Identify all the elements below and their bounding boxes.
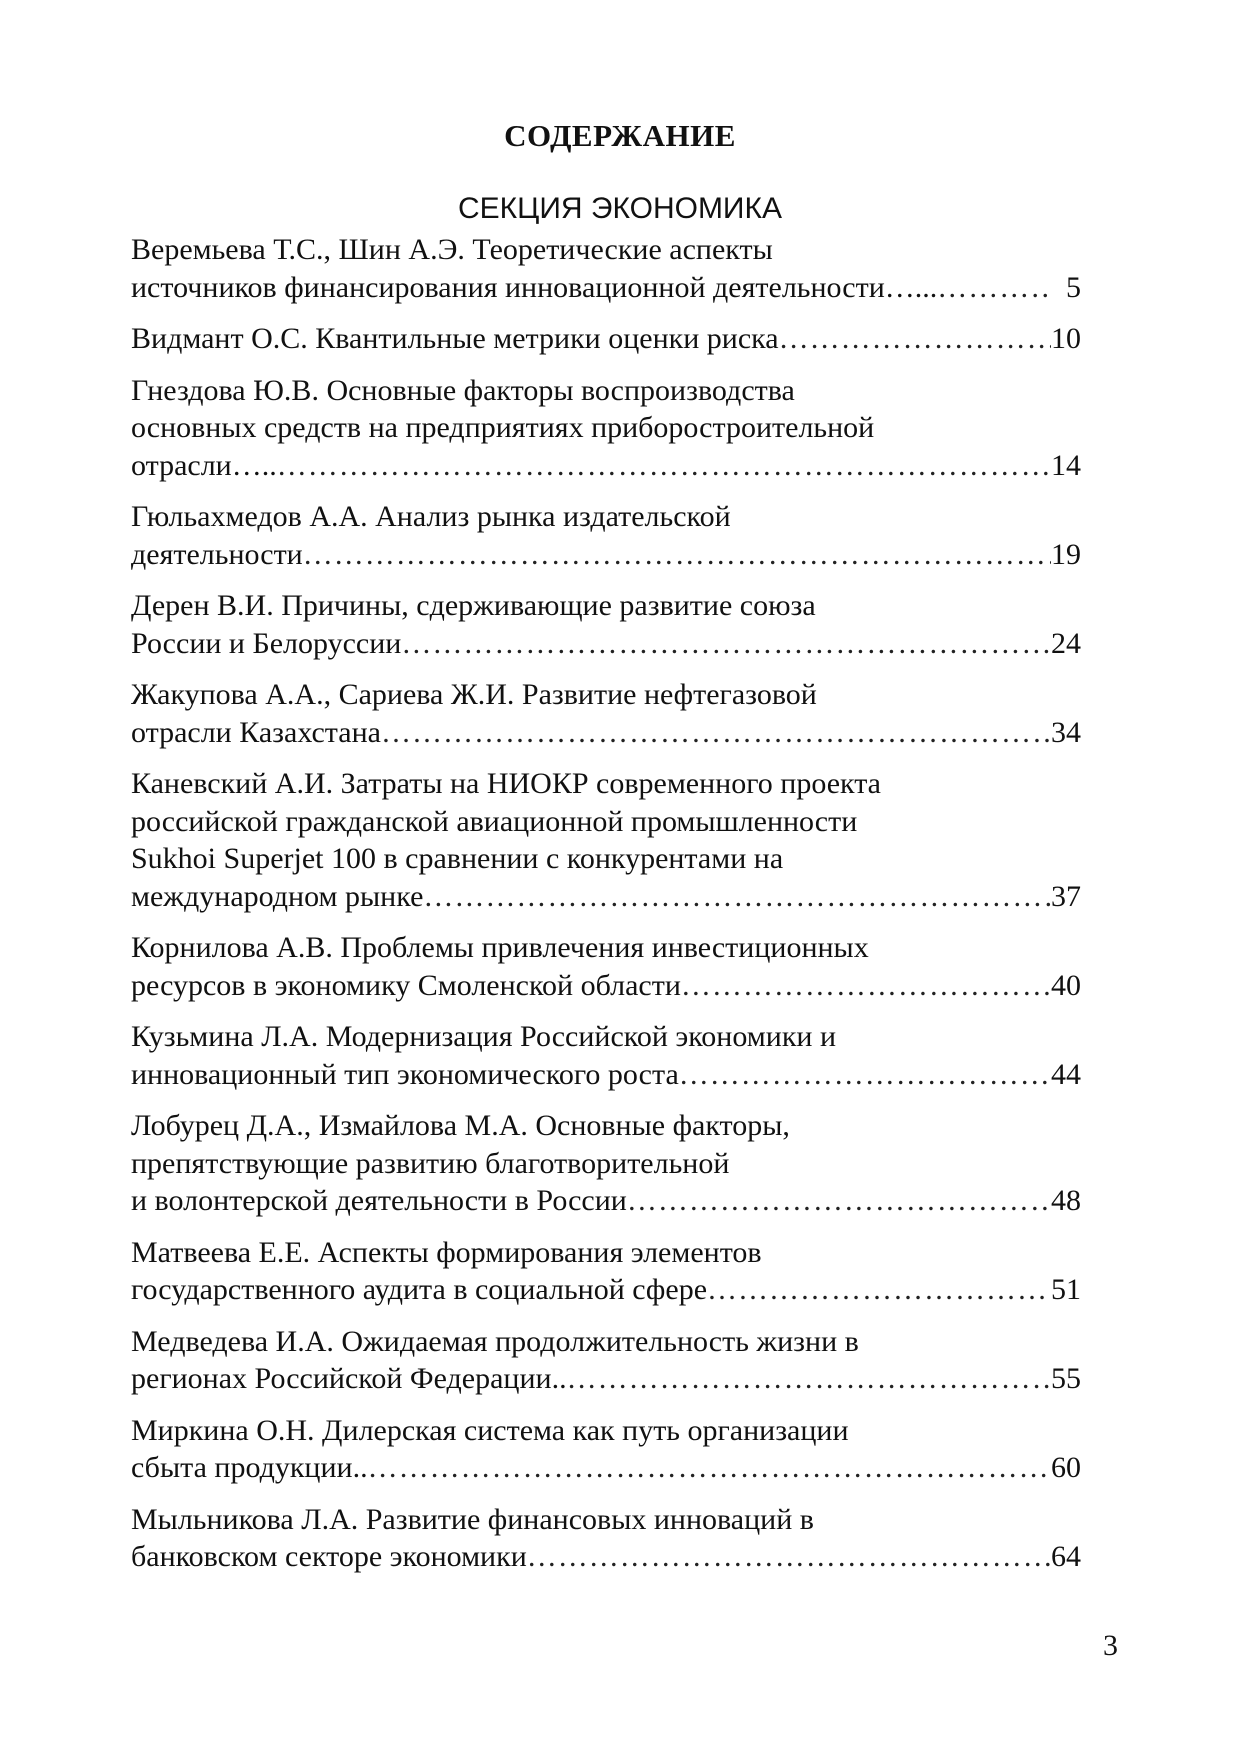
toc-entry-last-line	[131, 625, 1081, 663]
toc-entry-line: Миркина О.Н. Дилерская система как путь организации	[131, 1413, 849, 1447]
toc-entry-line: Корнилова А.В. Проблемы привлечения инвестиционных	[131, 931, 869, 964]
toc-page-number: 60	[1051, 1451, 1081, 1484]
toc-page-number: 48	[1051, 1184, 1081, 1217]
toc-entry	[131, 498, 1081, 573]
toc-entry-line: Гнездова Ю.В. Основные факторы воспроизводства	[131, 373, 795, 407]
toc-entry-last-line	[131, 536, 1081, 574]
toc-page-number: 51	[1051, 1273, 1081, 1306]
toc-entry-line: Кузьмина Л.А. Модернизация Российской экономики и	[131, 1020, 837, 1053]
toc-entry-text: России и Белоруссии	[131, 626, 402, 660]
toc-entry-text: государственного аудита в социальной сфере	[131, 1273, 708, 1306]
toc-entry	[131, 1107, 1081, 1220]
toc-entry-text: отрасли…..	[131, 448, 277, 482]
page-title: СОДЕРЖАНИЕ	[504, 118, 736, 153]
toc-entry-last-line	[131, 967, 1081, 1005]
toc-entry-last-line	[131, 1360, 1081, 1398]
toc-entry-line: основных средств на предприятиях приборостроительной	[131, 411, 875, 444]
toc-entry-last-line	[131, 447, 1081, 485]
toc-entry-last-line	[131, 320, 1081, 358]
page-number: 3	[1103, 1629, 1118, 1662]
toc-entry-text: Видмант О.С. Квантильные метрики оценки риска	[131, 322, 779, 355]
dot-leader	[401, 625, 1051, 663]
toc-entry	[131, 372, 1081, 485]
toc-entry	[131, 676, 1081, 751]
toc-entry	[131, 320, 1081, 358]
toc-entry	[131, 1501, 1081, 1576]
toc-entry-text: источников финансирования инновационной деятельности…...	[131, 270, 938, 304]
toc-entry-text: отрасли Казахстана	[131, 715, 381, 749]
dot-leader	[937, 269, 1053, 307]
toc-entry-text: международном рынке	[131, 879, 424, 913]
toc-entry-last-line	[131, 1538, 1081, 1576]
toc-entry	[131, 1323, 1081, 1398]
toc-page-number: 14	[1051, 448, 1081, 482]
toc-entry-last-line	[131, 1056, 1081, 1094]
toc-entry-last-line	[131, 714, 1081, 752]
toc-entry	[131, 1234, 1081, 1309]
toc-entry-text: банковском секторе экономики	[131, 1540, 527, 1573]
section-heading	[0, 190, 1240, 228]
toc-entry-line: Матвеева Е.Е. Аспекты формирования элементов	[131, 1235, 762, 1269]
toc-page-number: 37	[1051, 879, 1081, 913]
toc-entry-text: и волонтерской деятельности в России	[131, 1184, 627, 1217]
toc-entry-line: Веремьева Т.С., Шин А.Э. Теоретические аспекты	[131, 233, 773, 266]
toc-page-number: 64	[1051, 1540, 1081, 1573]
toc-page-number: 44	[1051, 1057, 1081, 1091]
toc-entry-line: Каневский А.И. Затраты на НИОКР современного проекта	[131, 767, 881, 800]
toc-page-number: 19	[1051, 537, 1081, 571]
section-heading-text: СЕКЦИЯ ЭКОНОМИКА	[458, 192, 782, 225]
toc-entry	[131, 765, 1081, 915]
toc-entry-last-line	[131, 269, 1081, 307]
toc-entry-text: ресурсов в экономику Смоленской области	[131, 968, 681, 1002]
toc-entry-line: Медведева И.А. Ожидаемая продолжительность жизни в	[131, 1324, 859, 1358]
toc-entry	[131, 929, 1081, 1004]
toc-page-number: 5	[1066, 270, 1081, 304]
toc-entry-line: Дерен В.И. Причины, сдерживающие развитие союза	[131, 589, 816, 622]
dot-leader	[679, 1056, 1051, 1094]
toc-page-number: 40	[1051, 968, 1081, 1002]
toc-page-number: 34	[1051, 715, 1081, 749]
toc-entry-text: сбыта продукции..	[131, 1451, 368, 1484]
dot-leader	[527, 1538, 1051, 1576]
toc-entry-line: Лобурец Д.А., Измайлова М.А. Основные факторы,	[131, 1109, 790, 1142]
toc-entry-last-line	[131, 1449, 1081, 1487]
toc-entry	[131, 587, 1081, 662]
dot-leader	[368, 1449, 1051, 1487]
dot-leader	[681, 967, 1051, 1005]
toc-entry-text: деятельности	[131, 537, 303, 571]
toc-entry-last-line	[131, 1271, 1081, 1309]
toc-entry-line: Мыльникова Л.А. Развитие финансовых инноваций в	[131, 1502, 814, 1536]
toc-entry-text: инновационный тип экономического роста	[131, 1057, 679, 1091]
dot-leader	[567, 1360, 1051, 1398]
dot-leader	[277, 447, 1051, 485]
toc-entry-line: российской гражданской авиационной промышленности	[131, 804, 858, 838]
toc-page-number: 10	[1051, 322, 1081, 355]
toc-entry	[131, 1412, 1081, 1487]
toc-entry-line: Гюльахмедов А.А. Анализ рынка издательской	[131, 500, 731, 533]
toc-entry	[131, 1018, 1081, 1093]
toc-entry-last-line	[131, 878, 1081, 916]
dot-leader	[779, 320, 1051, 358]
toc-page-number: 24	[1051, 626, 1081, 660]
toc-entry-line: препятствующие развитию благотворительной	[131, 1146, 730, 1180]
toc-entry-line: Sukhoi Superjet 100 в сравнении с конкурентами на	[131, 842, 784, 875]
table-of-contents	[131, 231, 1081, 1590]
toc-entry-text: регионах Российской Федерации..	[131, 1362, 567, 1395]
dot-leader	[423, 878, 1051, 916]
dot-leader	[303, 536, 1051, 574]
dot-leader	[381, 714, 1051, 752]
dot-leader	[627, 1182, 1051, 1220]
toc-entry	[131, 231, 1081, 306]
dot-leader	[707, 1271, 1051, 1309]
toc-entry-last-line	[131, 1182, 1081, 1220]
toc-page-number: 55	[1051, 1362, 1081, 1395]
toc-entry-line: Жакупова А.А., Сариева Ж.И. Развитие нефтегазовой	[131, 678, 817, 711]
